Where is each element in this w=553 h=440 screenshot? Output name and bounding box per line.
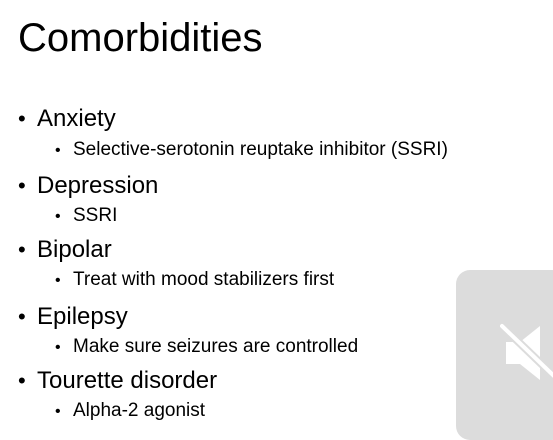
sub-bullet-label: Alpha-2 agonist	[73, 400, 206, 421]
sub-bullet-bipolar	[55, 268, 334, 293]
sub-bullet-label: Treat with mood stabilizers first	[73, 269, 335, 290]
bullet-icon: •	[18, 237, 26, 262]
sub-bullet-icon: •	[55, 403, 61, 420]
sub-bullet-label: Make sure seizures are controlled	[73, 336, 359, 357]
bullet-icon: •	[18, 173, 26, 198]
bullet-item-tourette	[18, 367, 217, 395]
bullet-item-anxiety	[18, 105, 116, 133]
bullet-item-depression	[18, 172, 158, 200]
slide-title: Comorbidities	[18, 16, 263, 60]
bullet-label: Bipolar	[37, 236, 112, 263]
sub-bullet-anxiety	[55, 138, 448, 163]
bullet-icon: •	[18, 368, 26, 393]
bullet-item-bipolar	[18, 236, 112, 264]
sub-bullet-tourette	[55, 399, 205, 424]
sub-bullet-label: Selective-serotonin reuptake inhibitor (SSRI)	[73, 139, 448, 160]
bullet-icon: •	[18, 304, 26, 329]
sub-bullet-depression	[55, 204, 117, 229]
bullet-label: Depression	[37, 172, 159, 199]
muted-audio-button[interactable]	[456, 270, 553, 440]
sub-bullet-icon: •	[55, 339, 61, 356]
sub-bullet-icon: •	[55, 208, 61, 225]
bullet-label: Anxiety	[37, 105, 116, 132]
sub-bullet-label: SSRI	[73, 205, 118, 226]
sub-bullet-icon: •	[55, 142, 61, 159]
speaker-muted-icon	[500, 320, 553, 386]
sub-bullet-epilepsy	[55, 335, 358, 360]
bullet-item-epilepsy	[18, 303, 128, 331]
bullet-icon: •	[18, 106, 26, 131]
bullet-label: Epilepsy	[37, 303, 128, 330]
bullet-label: Tourette disorder	[37, 367, 218, 394]
sub-bullet-icon: •	[55, 272, 61, 289]
